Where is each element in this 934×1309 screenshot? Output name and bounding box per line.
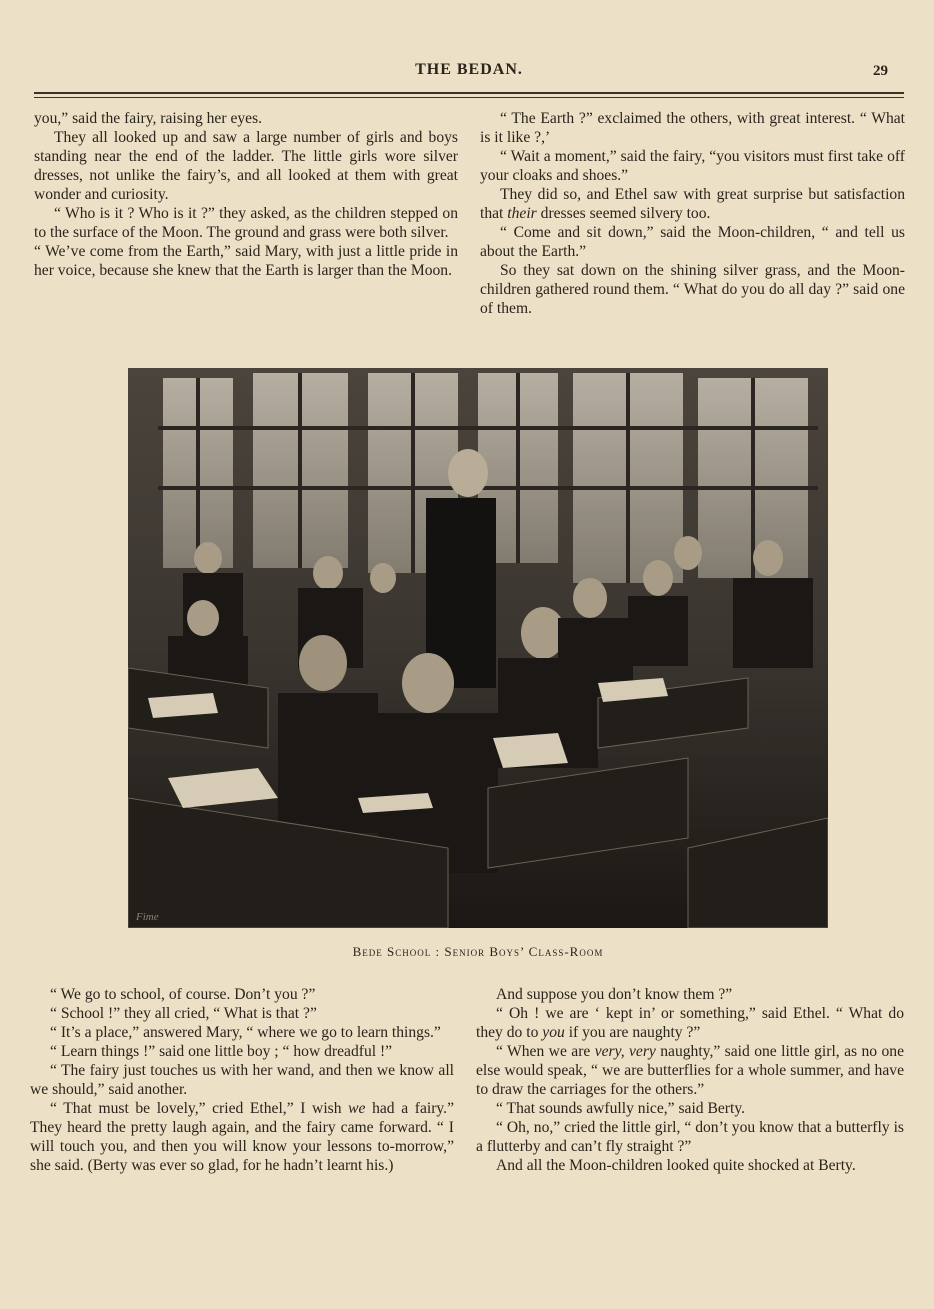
classroom-photograph (128, 368, 828, 928)
header-rule-thin (34, 97, 904, 98)
header-rule-thick (34, 92, 904, 94)
column-bottom-left (30, 985, 454, 1175)
paragraph: “ That sounds awfully nice,” said Berty. (496, 1100, 746, 1117)
paragraph: “ It’s a place,” answered Mary, “ where we go to learn things.” (50, 1024, 441, 1041)
paragraph: “ That must be lovely,” cried Ethel,” I wish we had a fairy.” They heard the pretty laugh again, and the fairy came forward. “ I will touch you, and then you will know your lessons to-morrow,” she said. (Berty was ever so glad, for he hadn’t learnt his.) (30, 1100, 454, 1174)
paragraph: “ Oh ! we are ‘ kept in’ or something,” said Ethel. “ What do they do to you if you are naughty ?” (476, 1005, 904, 1041)
caption-room: Senior Boys’ Class-Room (444, 944, 604, 959)
column-top-left (34, 109, 458, 280)
paragraph: “ We’ve come from the Earth,” said Mary, with just a little pride in her voice, because she knew that the Earth is larger than the Moon. (34, 243, 458, 279)
page-number: 29 (873, 63, 888, 79)
column-top-right (480, 109, 905, 318)
paragraph: “ School !” they all cried, “ What is that ?” (50, 1005, 317, 1022)
paragraph: “ Come and sit down,” said the Moon-children, “ and tell us about the Earth.” (480, 224, 905, 260)
paragraph: “ The fairy just touches us with her wand, and then we know all we should,” said another. (30, 1062, 454, 1098)
page-header (34, 55, 904, 85)
paragraph: “ We go to school, of course. Don’t you ?” (50, 986, 316, 1003)
paragraph: “ When we are very, very naughty,” said one little girl, as no one else would speak, “ we are butterflies for a whole summer, and have to draw the carriages for the others.” (476, 1043, 904, 1098)
column-bottom-right (476, 985, 904, 1175)
paragraph: They did so, and Ethel saw with great surprise but satisfaction that their dresses seemed silvery too. (480, 186, 905, 222)
paragraph: So they sat down on the shining silver grass, and the Moon-children gathered round them. “ What do you do all day ?” said one of them. (480, 262, 905, 317)
paragraph: “ Oh, no,” cried the little girl, “ don’t you know that a butterfly is a flutterby and can’t fly straight ?” (476, 1119, 904, 1155)
paragraph: “ Learn things !” said one little boy ; “ how dreadful !” (50, 1043, 393, 1060)
paragraph: “ Wait a moment,” said the fairy, “you visitors must first take off your cloaks and shoes.” (480, 148, 905, 184)
paragraph: “ Who is it ? Who is it ?” they asked, as the children stepped on to the surface of the Moon. The ground and grass were both silver. (34, 205, 458, 241)
paragraph: And suppose you don’t know them ?” (496, 986, 733, 1003)
photographer-signature: Fime (136, 911, 159, 923)
caption-separator: : (431, 944, 445, 959)
paragraph: “ The Earth ?” exclaimed the others, with great interest. “ What is it like ?,’ (480, 110, 905, 146)
photo-caption (128, 944, 828, 960)
paragraph: And all the Moon-children looked quite shocked at Berty. (496, 1157, 856, 1174)
classroom-photo-image (128, 368, 828, 928)
caption-school: Bede School (352, 944, 432, 959)
publication-title: THE BEDAN. (415, 61, 523, 78)
paragraph: you,” said the fairy, raising her eyes. (34, 110, 263, 127)
paragraph: They all looked up and saw a large number of girls and boys standing near the end of the ladder. The little girls wore silver dresses, not unlike the fairy’s, and all looked at them with great wonder and curiosity. (34, 129, 458, 203)
